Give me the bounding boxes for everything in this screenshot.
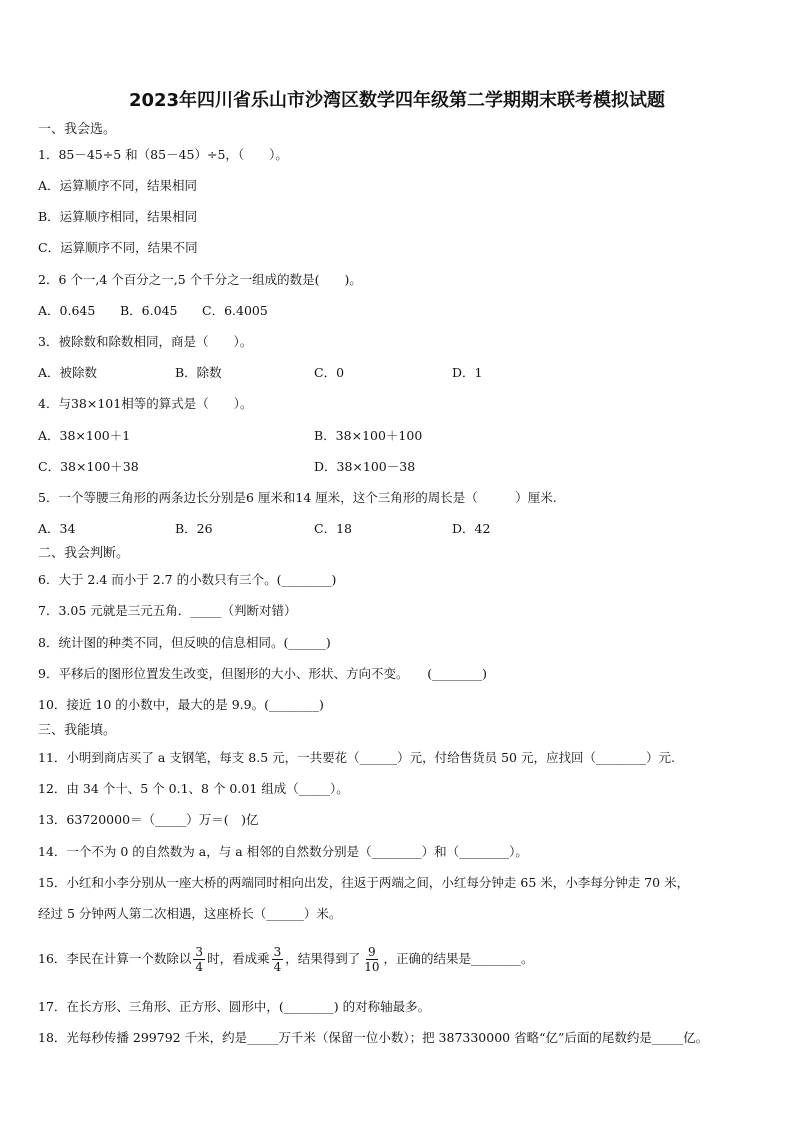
question-18: 18．光每秒传播 299792 千米，约是_____万千米（保留一位小数）；把 387330000 省略“亿”后面的尾数约是_____亿。 xyxy=(38,1030,709,1045)
question-11: 11．小明到商店买了 a 支钢笔，每支 8.5 元，一共要花（______）元，付给售货员 50 元，应找回（________）元. xyxy=(38,750,675,765)
question-14: 14．一个不为 0 的自然数为 a，与 a 相邻的自然数分别是（________）和（________）。 xyxy=(38,844,528,859)
question-16-text-1: 16．李民在计算一个数除以 xyxy=(38,951,192,966)
question-6: 6．大于 2.4 而小于 2.7 的小数只有三个。(________) xyxy=(38,572,337,587)
fraction-numerator: 3 xyxy=(195,945,204,959)
question-9: 9．平移后的图形位置发生改变，但图形的大小、形状、方向不变。 (________) xyxy=(38,666,487,681)
question-4-option-a: A．38×100＋1 xyxy=(38,428,131,443)
question-12: 12．由 34 个十、5 个 0.1、8 个 0.01 组成（_____）。 xyxy=(38,781,349,796)
question-5-option-b: B．26 xyxy=(175,521,213,536)
fraction-divisor xyxy=(193,945,205,974)
page-title: 2023年四川省乐山市沙湾区数学四年级第二学期期末联考模拟试题 xyxy=(128,90,666,111)
fraction-denominator: 4 xyxy=(195,960,204,974)
question-4-option-d: D．38×100－38 xyxy=(314,459,416,474)
section-heading-fill: 三、我能填。 xyxy=(38,723,117,738)
question-2-option-a: A．0.645 xyxy=(38,303,96,318)
question-4-option-b: B．38×100＋100 xyxy=(314,428,423,443)
question-1-stem: 1．85－45÷5 和（85－45）÷5，（ ）。 xyxy=(38,147,288,162)
question-15-line-2: 经过 5 分钟两人第二次相遇，这座桥长（______）米。 xyxy=(38,906,342,921)
question-2-option-b: B．6.045 xyxy=(120,303,178,318)
question-1-option-b: B．运算顺序相同，结果相同 xyxy=(38,209,198,224)
section-heading-choice: 一、我会选。 xyxy=(38,122,117,137)
question-1-option-a: A．运算顺序不同，结果相同 xyxy=(38,178,198,193)
fraction-numerator: 9 xyxy=(368,945,376,959)
question-2-option-c: C．6.4005 xyxy=(202,303,268,318)
question-7: 7．3.05 元就是三元五角．_____（判断对错） xyxy=(38,603,297,618)
question-3-option-d: D．1 xyxy=(452,365,483,380)
question-2-stem: 2．6 个一,4 个百分之一,5 个千分之一组成的数是( )。 xyxy=(38,272,362,287)
question-5-option-c: C．18 xyxy=(314,521,352,536)
question-1-option-c: C．运算顺序不同，结果不同 xyxy=(38,240,198,255)
question-3-option-a: A．被除数 xyxy=(38,365,98,380)
question-4-stem: 4．与38×101相等的算式是（ ）。 xyxy=(38,396,253,411)
question-5-stem: 5．一个等腰三角形的两条边长分别是6 厘米和14 厘米，这个三角形的周长是（ ）厘米. xyxy=(38,490,557,505)
question-15-line-1: 15．小红和小李分别从一座大桥的两端同时相向出发，往返于两端之间，小红每分钟走 65 米，小李每分钟走 70 米， xyxy=(38,875,690,890)
section-heading-judge: 二、我会判断。 xyxy=(38,546,130,561)
question-8: 8．统计图的种类不同，但反映的信息相同。(______) xyxy=(38,635,331,650)
question-3-option-b: B．除数 xyxy=(175,365,222,380)
question-16-text-4: ，正确的结果是________。 xyxy=(383,951,534,966)
question-16-text-3: ，结果得到了 xyxy=(285,951,361,966)
question-16-text-2: 时，看成乘 xyxy=(207,951,270,966)
fraction-numerator: 3 xyxy=(273,945,282,959)
question-3-stem: 3．被除数和除数相同，商是（ ）。 xyxy=(38,334,253,349)
fraction-multiplier xyxy=(272,945,284,974)
question-3-option-c: C．0 xyxy=(314,365,345,380)
question-16 xyxy=(38,942,764,976)
question-4-option-c: C．38×100＋38 xyxy=(38,459,139,474)
question-13: 13．63720000＝（_____）万＝( )亿 xyxy=(38,812,259,827)
question-17: 17．在长方形、三角形、正方形、圆形中，(________) 的对称轴最多。 xyxy=(38,999,431,1014)
question-10: 10．接近 10 的小数中，最大的是 9.9。(________) xyxy=(38,697,324,712)
question-5-option-a: A．34 xyxy=(38,521,76,536)
fraction-denominator: 10 xyxy=(364,960,380,974)
fraction-result xyxy=(362,945,381,974)
question-5-option-d: D．42 xyxy=(452,521,491,536)
fraction-denominator: 4 xyxy=(273,960,282,974)
